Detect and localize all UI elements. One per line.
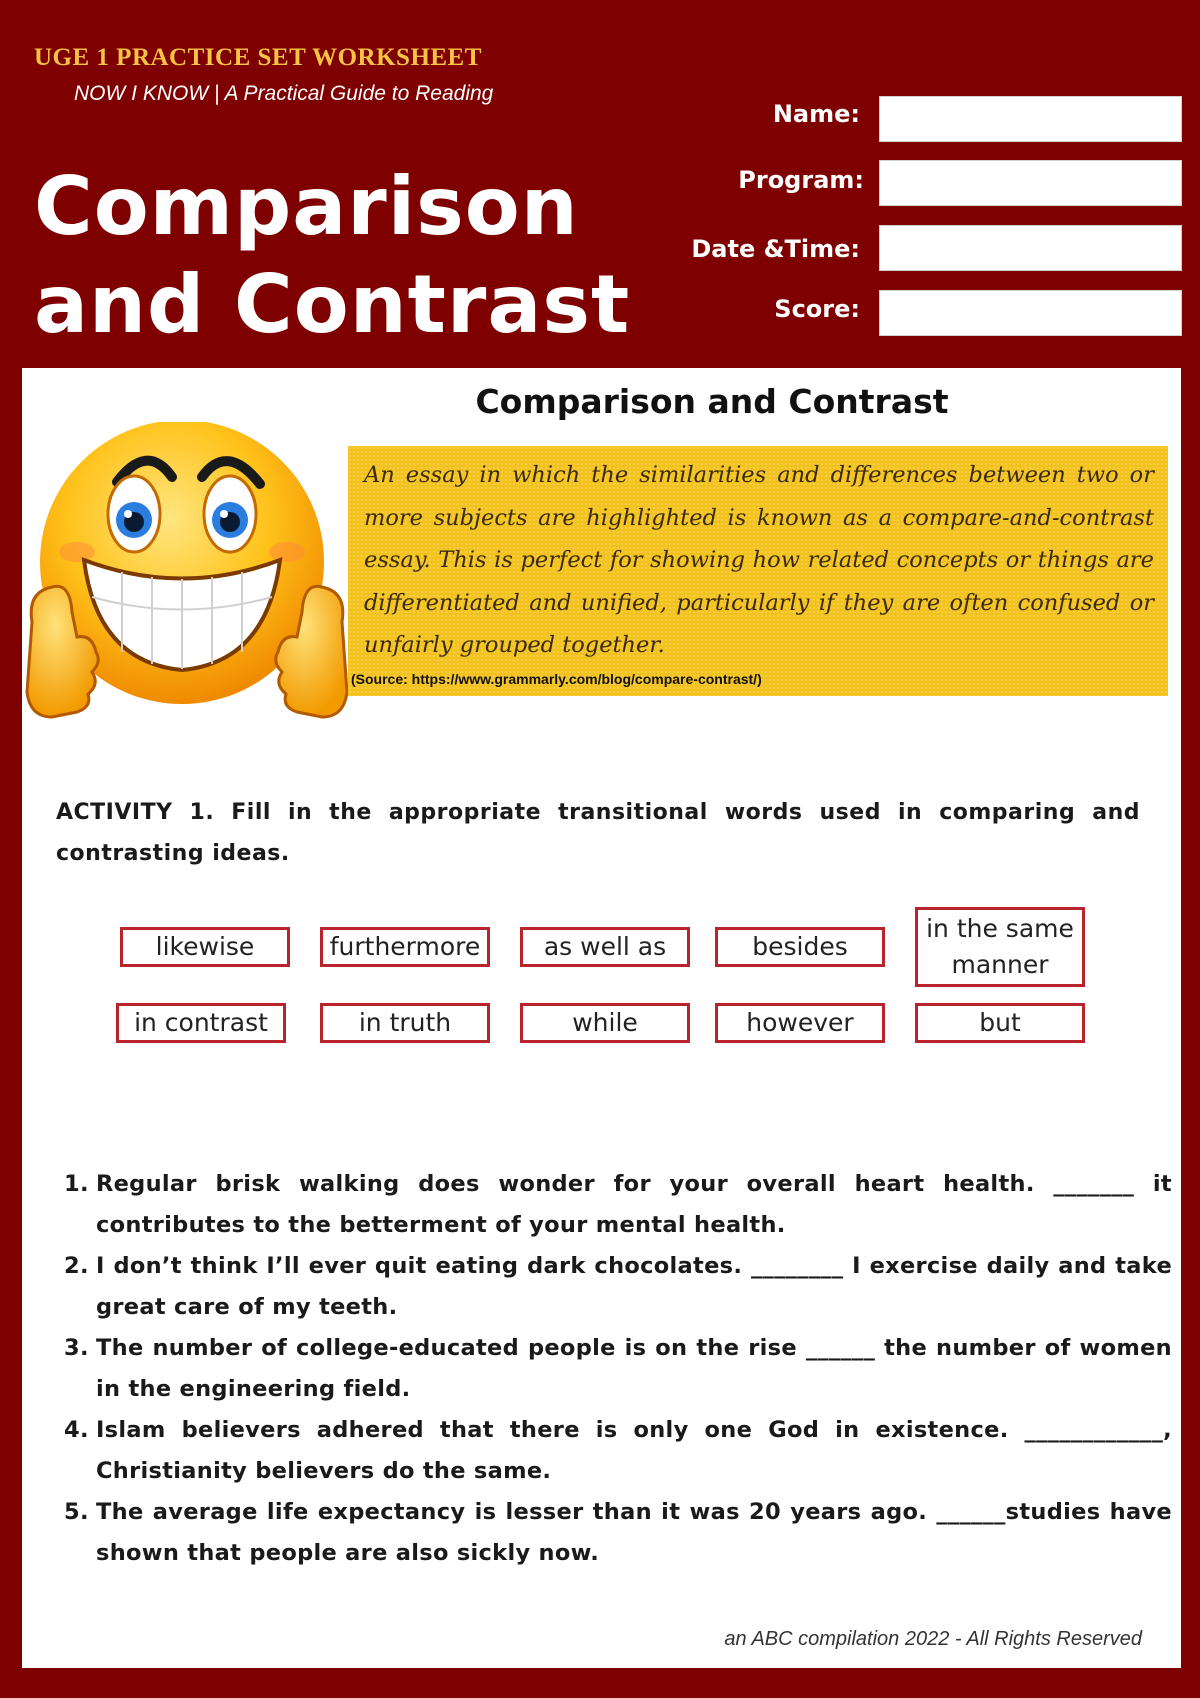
item-number: 3. <box>64 1335 89 1361</box>
word-bank-item: in contrast <box>116 1003 286 1043</box>
word-bank-item: while <box>520 1003 690 1043</box>
item-number: 4. <box>64 1417 89 1443</box>
section-title: Comparison and Contrast <box>475 382 949 421</box>
word-bank-item: besides <box>715 927 885 967</box>
list-item <box>62 1328 1172 1410</box>
grinning-thumbs-up-emoji-icon <box>22 422 352 724</box>
header-kicker: UGE 1 PRACTICE SET WORKSHEET <box>34 44 482 71</box>
list-item <box>62 1246 1172 1328</box>
word-bank-item: but <box>915 1003 1085 1043</box>
word-bank-item: however <box>715 1003 885 1043</box>
list-item <box>62 1410 1172 1492</box>
item-text: Regular brisk walking does wonder for your overall heart health. _______ it contributes to the betterment of your mental health. <box>96 1171 1172 1238</box>
word-bank-item: in truth <box>320 1003 490 1043</box>
item-number: 2. <box>64 1253 89 1279</box>
datetime-field[interactable] <box>879 225 1182 271</box>
program-field[interactable] <box>879 160 1182 206</box>
item-number: 1. <box>64 1171 89 1197</box>
item-text: I don’t think I’ll ever quit eating dark chocolates. ________ I exercise daily and take great care of my teeth. <box>96 1253 1172 1320</box>
datetime-label: Date &Time: <box>691 235 860 263</box>
definition-source: (Source: https://www.grammarly.com/blog/compare-contrast/) <box>351 671 762 687</box>
score-field[interactable] <box>879 290 1182 336</box>
list-item <box>62 1164 1172 1246</box>
definition-text: An essay in which the similarities and differences between two or more subjects are highlighted is known as a compare-and-contrast essay. This is perfect for showing how related concepts or things are differentiated and unified, particularly if they are often confused or unfairly grouped together. <box>364 462 1154 658</box>
score-label: Score: <box>774 295 860 323</box>
activity-instruction: ACTIVITY 1. Fill in the appropriate transitional words used in comparing and contrasting ideas. <box>56 800 1140 866</box>
list-item <box>62 1492 1172 1574</box>
page-title <box>34 158 674 354</box>
word-bank-item: furthermore <box>320 927 490 967</box>
header-subtitle: NOW I KNOW | A Practical Guide to Reading <box>74 82 494 105</box>
word-bank-item: in the same manner <box>915 907 1085 987</box>
footer-copyright: an ABC compilation 2022 - All Rights Reserved <box>724 1628 1142 1650</box>
exercise-list <box>62 1164 1172 1574</box>
program-label: Program: <box>738 166 864 194</box>
page-title-line-1: Comparison <box>34 160 579 253</box>
page-title-line-2: and Contrast <box>34 258 631 351</box>
definition-box <box>348 446 1168 696</box>
item-text: The number of college-educated people is on the rise ______ the number of women in the engineering field. <box>96 1335 1172 1402</box>
word-bank-item: likewise <box>120 927 290 967</box>
item-text: Islam believers adhered that there is only one God in existence. ____________, Christianity believers do the same. <box>96 1417 1172 1484</box>
item-number: 5. <box>64 1499 89 1525</box>
item-text: The average life expectancy is lesser than it was 20 years ago. ______studies have shown that people are also sickly now. <box>96 1499 1172 1566</box>
name-label: Name: <box>772 100 860 128</box>
word-bank-item: as well as <box>520 927 690 967</box>
name-field[interactable] <box>879 96 1182 142</box>
worksheet-body <box>22 368 1181 1668</box>
